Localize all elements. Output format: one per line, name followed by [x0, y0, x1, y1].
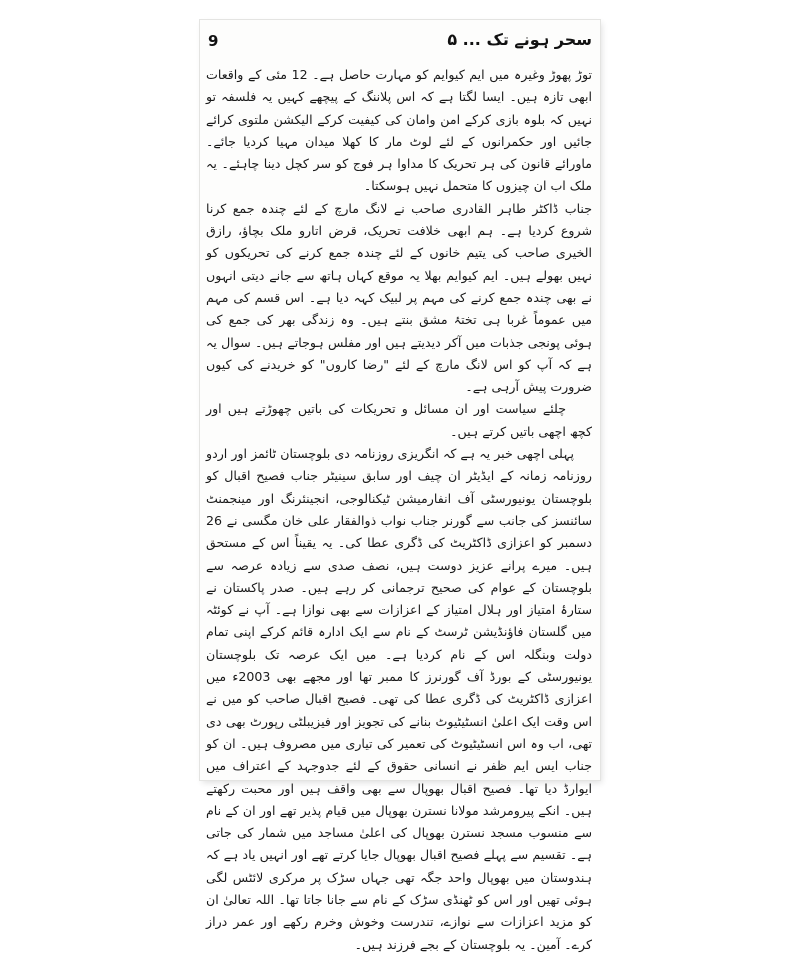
page-header — [200, 30, 600, 58]
book-page — [200, 20, 600, 952]
article-body — [206, 64, 593, 952]
paragraph: چلئے سیاست اور ان مسائل و تحریکات کی باتیں چھوڑتے ہیں اور کچھ اچھی باتیں کرتے ہیں۔ — [206, 401, 592, 439]
paragraph: توڑ پھوڑ وغیرہ میں ایم کیوایم کو مہارت حاصل ہے۔ 12 مئی کے واقعات ابھی تازہ ہیں۔ ایسا لگتا ہے کہ اس پلاننگ کے پیچھے کہیں یہ فلسفہ تو نہیں کہ بلوہ بازی کرکے امن وامان کی کیفیت کرکے الیکشن ملتوی کرائے جائیں اور حکمرانوں کے لئے لوٹ مار کا کھلا میدان مہیا کردیا جائے۔ ماورائے قانون کی ہر تحریک کا مداوا ہر فوج کو سر کچل دینا چاہئے۔ یہ ملک اب ان چیزوں کا متحمل نہیں ہوسکتا۔ — [206, 67, 593, 194]
running-title: سحر ہونے تک ... ۵ — [447, 30, 592, 49]
page-number: 9 — [208, 32, 219, 50]
paragraph: پہلی اچھی خبر یہ ہے کہ انگریزی روزنامہ دی بلوچستان ٹائمز اور اردو روزنامہ زمانہ کے ایڈیٹر ان چیف اور سابق سینیٹر جناب فصیح اقبال کو بلوچستان یونیورسٹی آف انفارمیشن ٹیکنالوجی، انجینئرنگ اور مینجمنٹ سائنسز کی جانب سے گورنر جناب نواب ذوالفقار علی خان مگسی نے 26 دسمبر کو اعزازی ڈاکٹریٹ کی ڈگری عطا کی۔ یہ یقیناً اس کے مستحق ہیں۔ میرے پرانے عزیز دوست ہیں، نصف صدی سے زیادہ عرصہ سے بلوچستان کے عوام کی صحیح ترجمانی کر رہے ہیں۔ صدر پاکستان نے ستارۂ امتیاز اور ہلال امتیاز کے اعزازات سے بھی نوازا ہے۔ آپ نے کوئٹہ میں گلستان فاؤنڈیشن ٹرسٹ کے نام سے ایک ادارہ قائم کرکے اپنی تمام دولت وبنگلہ اس کے نام کردیا ہے۔ میں ایک عرصہ تک بلوچستان یونیورسٹی کے بورڈ آف گورنرز کا ممبر تھا اور مجھے بھی 2003ء میں اعزازی ڈاکٹریٹ کی ڈگری عطا کی تھی۔ فصیح اقبال صاحب کو میں نے اس وقت ایک اعلیٰ انسٹیٹیوٹ بنانے کی تجویز اور فیزیبلٹی رپورٹ بھی دی تھی، اب وہ اس انسٹیٹیوٹ کی تعمیر کی تیاری میں مصروف ہیں۔ ان کو جناب ایس ایم ظفر نے انسانی حقوق کے لئے جدوجہد کے اعتراف میں ایوارڈ دیا تھا۔ فصیح اقبال بھوپال سے بھی واقف ہیں اور محبت رکھتے ہیں۔ انکے پیرومرشد مولانا نسترن بھوپال میں قیام پذیر تھے اور ان کے نام سے منسوب مسجد نسترن بھوپال کی اعلیٰ مساجد میں شمار کی جاتی ہے۔ تقسیم سے پہلے فصیح اقبال بھوپال جایا کرتے تھے اور انہیں یاد ہے کہ ہندوستان میں بھوپال واحد جگہ تھی جہاں سڑک پر مرکری لائٹس لگی ہوئی تھیں اور اس کو ٹھنڈی سڑک کے نام سے جانا جاتا تھا۔ اللہ تعالیٰ ان کو مزید اعزازات سے نوازے، تندرست وخوش وخرم رکھے اور عمر دراز کرے۔ آمین۔ یہ بلوچستان کے بجے فرزند ہیں۔ — [206, 446, 592, 952]
paragraph: جناب ڈاکٹر طاہر القادری صاحب نے لانگ مارچ کے لئے چندہ جمع کرنا شروع کردیا ہے۔ ہم ابھی خلافت تحریک، قرض اتارو ملک بچاؤ، رازق الخیری صاحب کی یتیم خانوں کے لئے چندہ جمع کرنے کی تحریکوں کو نہیں بھولے ہیں۔ ایم کیوایم بھلا یہ موقع کہاں ہاتھ سے جانے دیتی انہوں نے بھی چندہ جمع کرنے کی مہم پر لبیک کہہ دیا ہے۔ اس قسم کی مہم میں عموماً غربا ہی تختۂ مشق بنتے ہیں۔ وہ زندگی بھر کی جمع کی ہوئی پونجی جذبات میں آکر دیدیتے ہیں اور مفلس ہوجاتے ہیں۔ سوال یہ ہے کہ آپ کو اس لانگ مارچ کے لئے "رضا کاروں" کو خریدنے کی کیوں ضرورت پیش آرہی ہے۔ — [206, 200, 592, 395]
